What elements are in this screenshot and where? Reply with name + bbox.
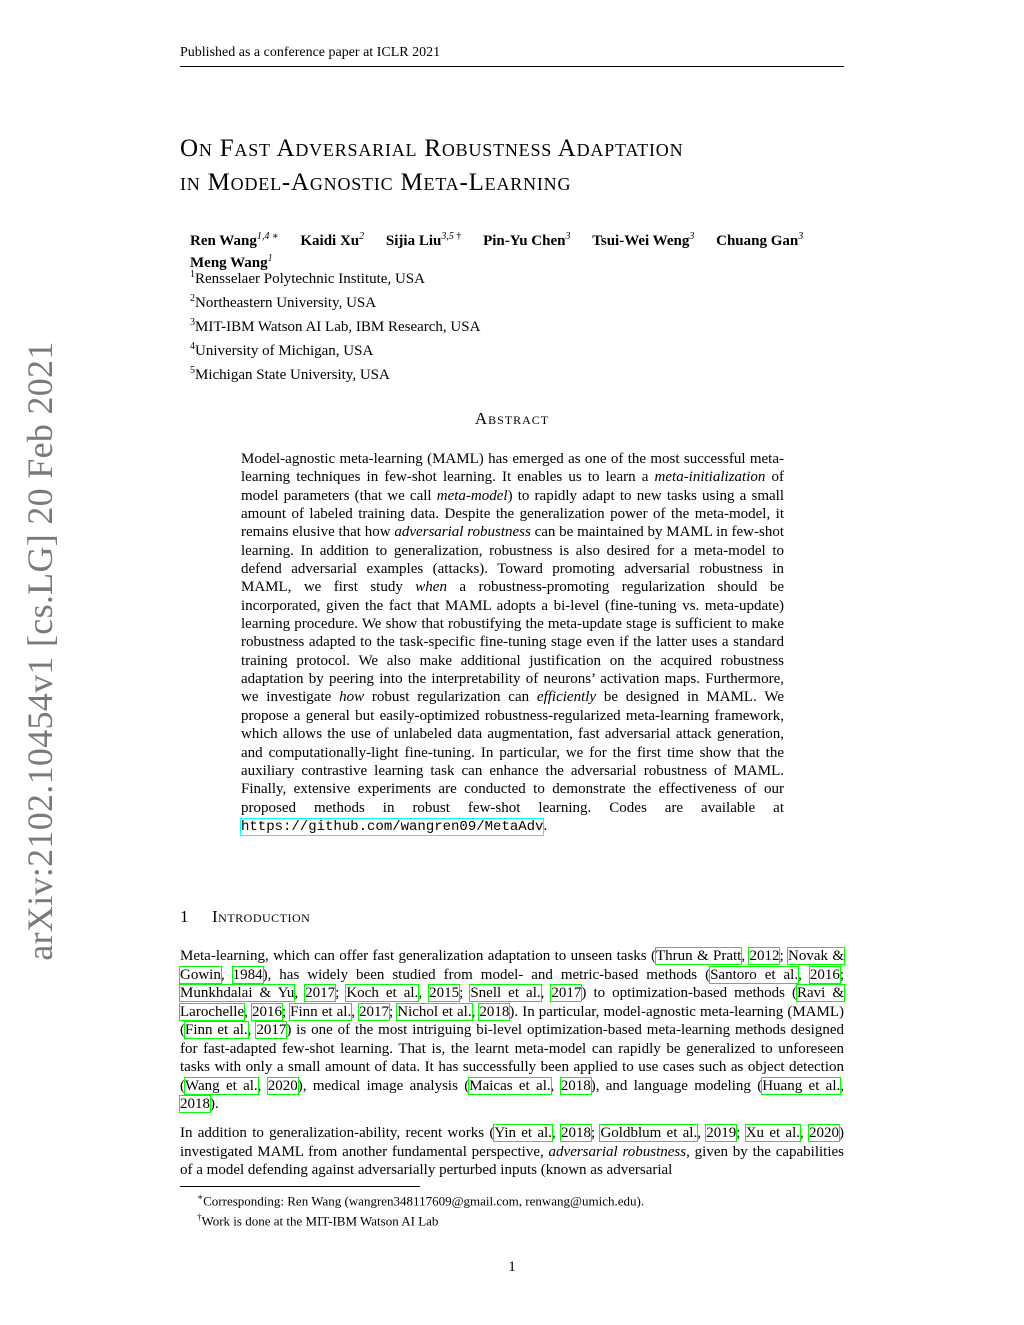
citation-link[interactable]: Santoro et al.: [710, 966, 799, 983]
citation-link[interactable]: 2018: [560, 1077, 591, 1094]
citation-link[interactable]: 2018: [479, 1003, 510, 1020]
author-name: Pin-Yu Chen: [483, 233, 566, 249]
author-affil-marker: 1: [267, 253, 273, 264]
footnote-2: †Work is done at the MIT-IBM Watson AI Lab: [197, 1212, 439, 1229]
abstract-body: Model-agnostic meta-learning (MAML) has emerged as one of the most successful meta-learning techniques in few-shot learning. It enables us to learn a meta-initialization of model parameters (that we call meta-model) to rapidly adapt to new tasks using a small amount of labeled training data. Despite the generalization power of the meta-model, it remains elusive that how adversarial robustness can be maintained by MAML in few-shot learning. In addition to generalization, robustness is also desired for a meta-model to defend adversarial examples (attacks). Toward promoting adversarial robustness in MAML, we first study when a robustness-promoting regularization should be incorporated, given the fact that MAML adopts a bi-level (fine-tuning vs. meta-update) learning procedure. We show that robustifying the meta-update stage is sufficient to make robustness adapted to the task-specific fine-tuning stage even if the latter uses a standard training protocol. We also make additional justification on the acquired robustness adaptation by peering into the interpretability of neurons’ activation maps. Furthermore, we investigate how robust regularization can efficiently be designed in MAML. We propose a general but easily-optimized robustness-regularized meta-learning framework, which allows the use of unlabeled data augmentation, fast adversarial attack generation, and computationally-light fine-tuning. In particular, we for the first time show that the auxiliary contrastive learning task can enhance the adversarial robustness of MAML. Finally, extensive experiments are conducted to demonstrate the effectiveness of our proposed methods in robust few-shot learning. Codes are available at https://github.com/wangren09/MetaAdv.: [241, 451, 785, 835]
citation-link[interactable]: 2017: [305, 985, 336, 1001]
affiliation-4: $^4$University of Michigan, USA: [190, 341, 374, 359]
citation-link[interactable]: 2020: [267, 1077, 298, 1094]
author-affil-marker: 1,4 ∗: [256, 231, 279, 242]
affiliation-3: $^3$MIT-IBM Watson AI Lab, IBM Research, USA: [190, 317, 481, 335]
running-header: Published as a conference paper at ICLR 2021: [180, 44, 844, 67]
code-repository-link[interactable]: https://github.com/wangren09/MetaAdv: [241, 818, 544, 835]
section-number: 1: [180, 907, 189, 926]
author-4: [483, 228, 570, 250]
author-name: Meng Wang: [190, 255, 268, 271]
paper-title: [180, 132, 860, 200]
citation-link[interactable]: Ravi & Larochelle: [180, 985, 845, 1020]
author-name: Kaidi Xu: [300, 233, 360, 249]
citation-link[interactable]: Xu et al.: [745, 1125, 801, 1141]
arxiv-identifier: arXiv:2102.10454v1 [cs.LG] 20 Feb 2021: [20, 340, 60, 961]
intro-paragraph-1: Meta-learning, which can offer fast generalization adaptation to unseen tasks (Thrun & Pratt, 2012; Novak & Gowin, 1984), has widely been studied from model- and metric-based methods (Santoro et al., 2016; Munkhdalai & Yu, 2017; Koch et al., 2015; Snell et al., 2017) to optimization-based methods (Ravi & Larochelle, 2016; Finn et al., 2017; Nichol et al., 2018). In particular, model-agnostic meta-learning (MAML) (Finn et al., 2017) is one of the most intriguing bi-level optimization-based meta-learning methods designed for fast-adapted few-shot learning. That is, the learnt meta-model can rapidly be generalized to unforeseen tasks with only a small amount of data. It has successfully been applied to use cases such as object detection (Wang et al., 2020), medical image analysis (Maicas et al., 2018), and language modeling (Huang et al., 2018).: [180, 948, 845, 1112]
title-line-1: On Fast Adversarial Robustness Adaptation: [180, 135, 684, 162]
affiliation-2: $^2$Northeastern University, USA: [190, 293, 377, 311]
citation-link[interactable]: 2017: [551, 985, 582, 1001]
author-name: Chuang Gan: [716, 233, 799, 249]
abstract-heading: Abstract: [474, 409, 550, 428]
author-2: [300, 228, 364, 250]
footnotes: [180, 1189, 644, 1230]
citation-link[interactable]: Finn et al.: [185, 1022, 248, 1038]
citation-link[interactable]: 2017: [256, 1022, 287, 1038]
author-affil-marker: 2: [359, 231, 365, 242]
citation-link[interactable]: Huang et al.: [762, 1077, 841, 1094]
author-name: Ren Wang: [190, 233, 257, 249]
author-1: [190, 228, 279, 250]
footnote-1: ∗Corresponding: Ren Wang (wangren348117609@gmail.com, renwang@umich.edu).: [197, 1192, 645, 1209]
citation-link[interactable]: 2016: [809, 966, 840, 983]
citation-link[interactable]: 2015: [429, 985, 460, 1001]
author-3: [386, 228, 461, 250]
affiliation-list: [190, 265, 480, 385]
author-affil-marker: 3: [689, 231, 695, 242]
affiliation-5: $^5$Michigan State University, USA: [190, 365, 390, 383]
citation-link[interactable]: 2012: [749, 948, 780, 964]
author-6: [716, 228, 803, 250]
citation-link[interactable]: Maicas et al.: [469, 1077, 551, 1094]
author-5: [592, 228, 694, 250]
arxiv-side-stamp: [10, 340, 70, 961]
citation-link[interactable]: Goldblum et al.: [600, 1125, 698, 1141]
section-heading-introduction: [180, 907, 310, 927]
footnote-divider: [180, 1186, 420, 1187]
citation-link[interactable]: 2018: [560, 1125, 591, 1141]
author-affil-marker: 3: [565, 231, 571, 242]
citation-link[interactable]: Wang et al.: [185, 1077, 258, 1094]
author-affil-marker: 3: [798, 231, 804, 242]
citation-link[interactable]: 2016: [251, 1003, 282, 1020]
citation-link[interactable]: Koch et al.: [346, 985, 419, 1001]
citation-link[interactable]: Thrun & Pratt: [655, 948, 742, 964]
citation-link[interactable]: 2018: [180, 1096, 210, 1112]
citation-link[interactable]: 2019: [706, 1125, 737, 1141]
title-line-2: in Model-Agnostic Meta-Learning: [180, 169, 572, 196]
section-title: Introduction: [212, 907, 311, 926]
citation-link[interactable]: Yin et al.: [494, 1125, 552, 1141]
citation-link[interactable]: Snell et al.: [470, 985, 541, 1001]
affiliation-1: $^1$Rensselaer Polytechnic Institute, USA: [190, 269, 425, 287]
author-name: Sijia Liu: [385, 233, 442, 249]
author-name: Tsui-Wei Weng: [592, 233, 690, 249]
citation-link[interactable]: 2017: [359, 1003, 390, 1020]
intro-paragraph-2: In addition to generalization-ability, recent works (Yin et al., 2018; Goldblum et al., 2019; Xu et al., 2020) investigated MAML from another fundamental perspective, adversarial robustness, given by the capabilities of a model defending against adversarially perturbed inputs (known as adversarial: [180, 1125, 845, 1178]
citation-link[interactable]: Finn et al.: [290, 1003, 352, 1020]
citation-link[interactable]: 1984: [232, 966, 263, 983]
page-number: 1: [508, 1259, 516, 1275]
author-affil-marker: 3,5 †: [441, 231, 462, 242]
citation-link[interactable]: 2020: [809, 1125, 840, 1141]
citation-link[interactable]: Munkhdalai & Yu: [180, 985, 295, 1001]
citation-link[interactable]: Nichol et al.: [397, 1003, 472, 1020]
citation-link[interactable]: Novak & Gowin: [180, 948, 845, 983]
